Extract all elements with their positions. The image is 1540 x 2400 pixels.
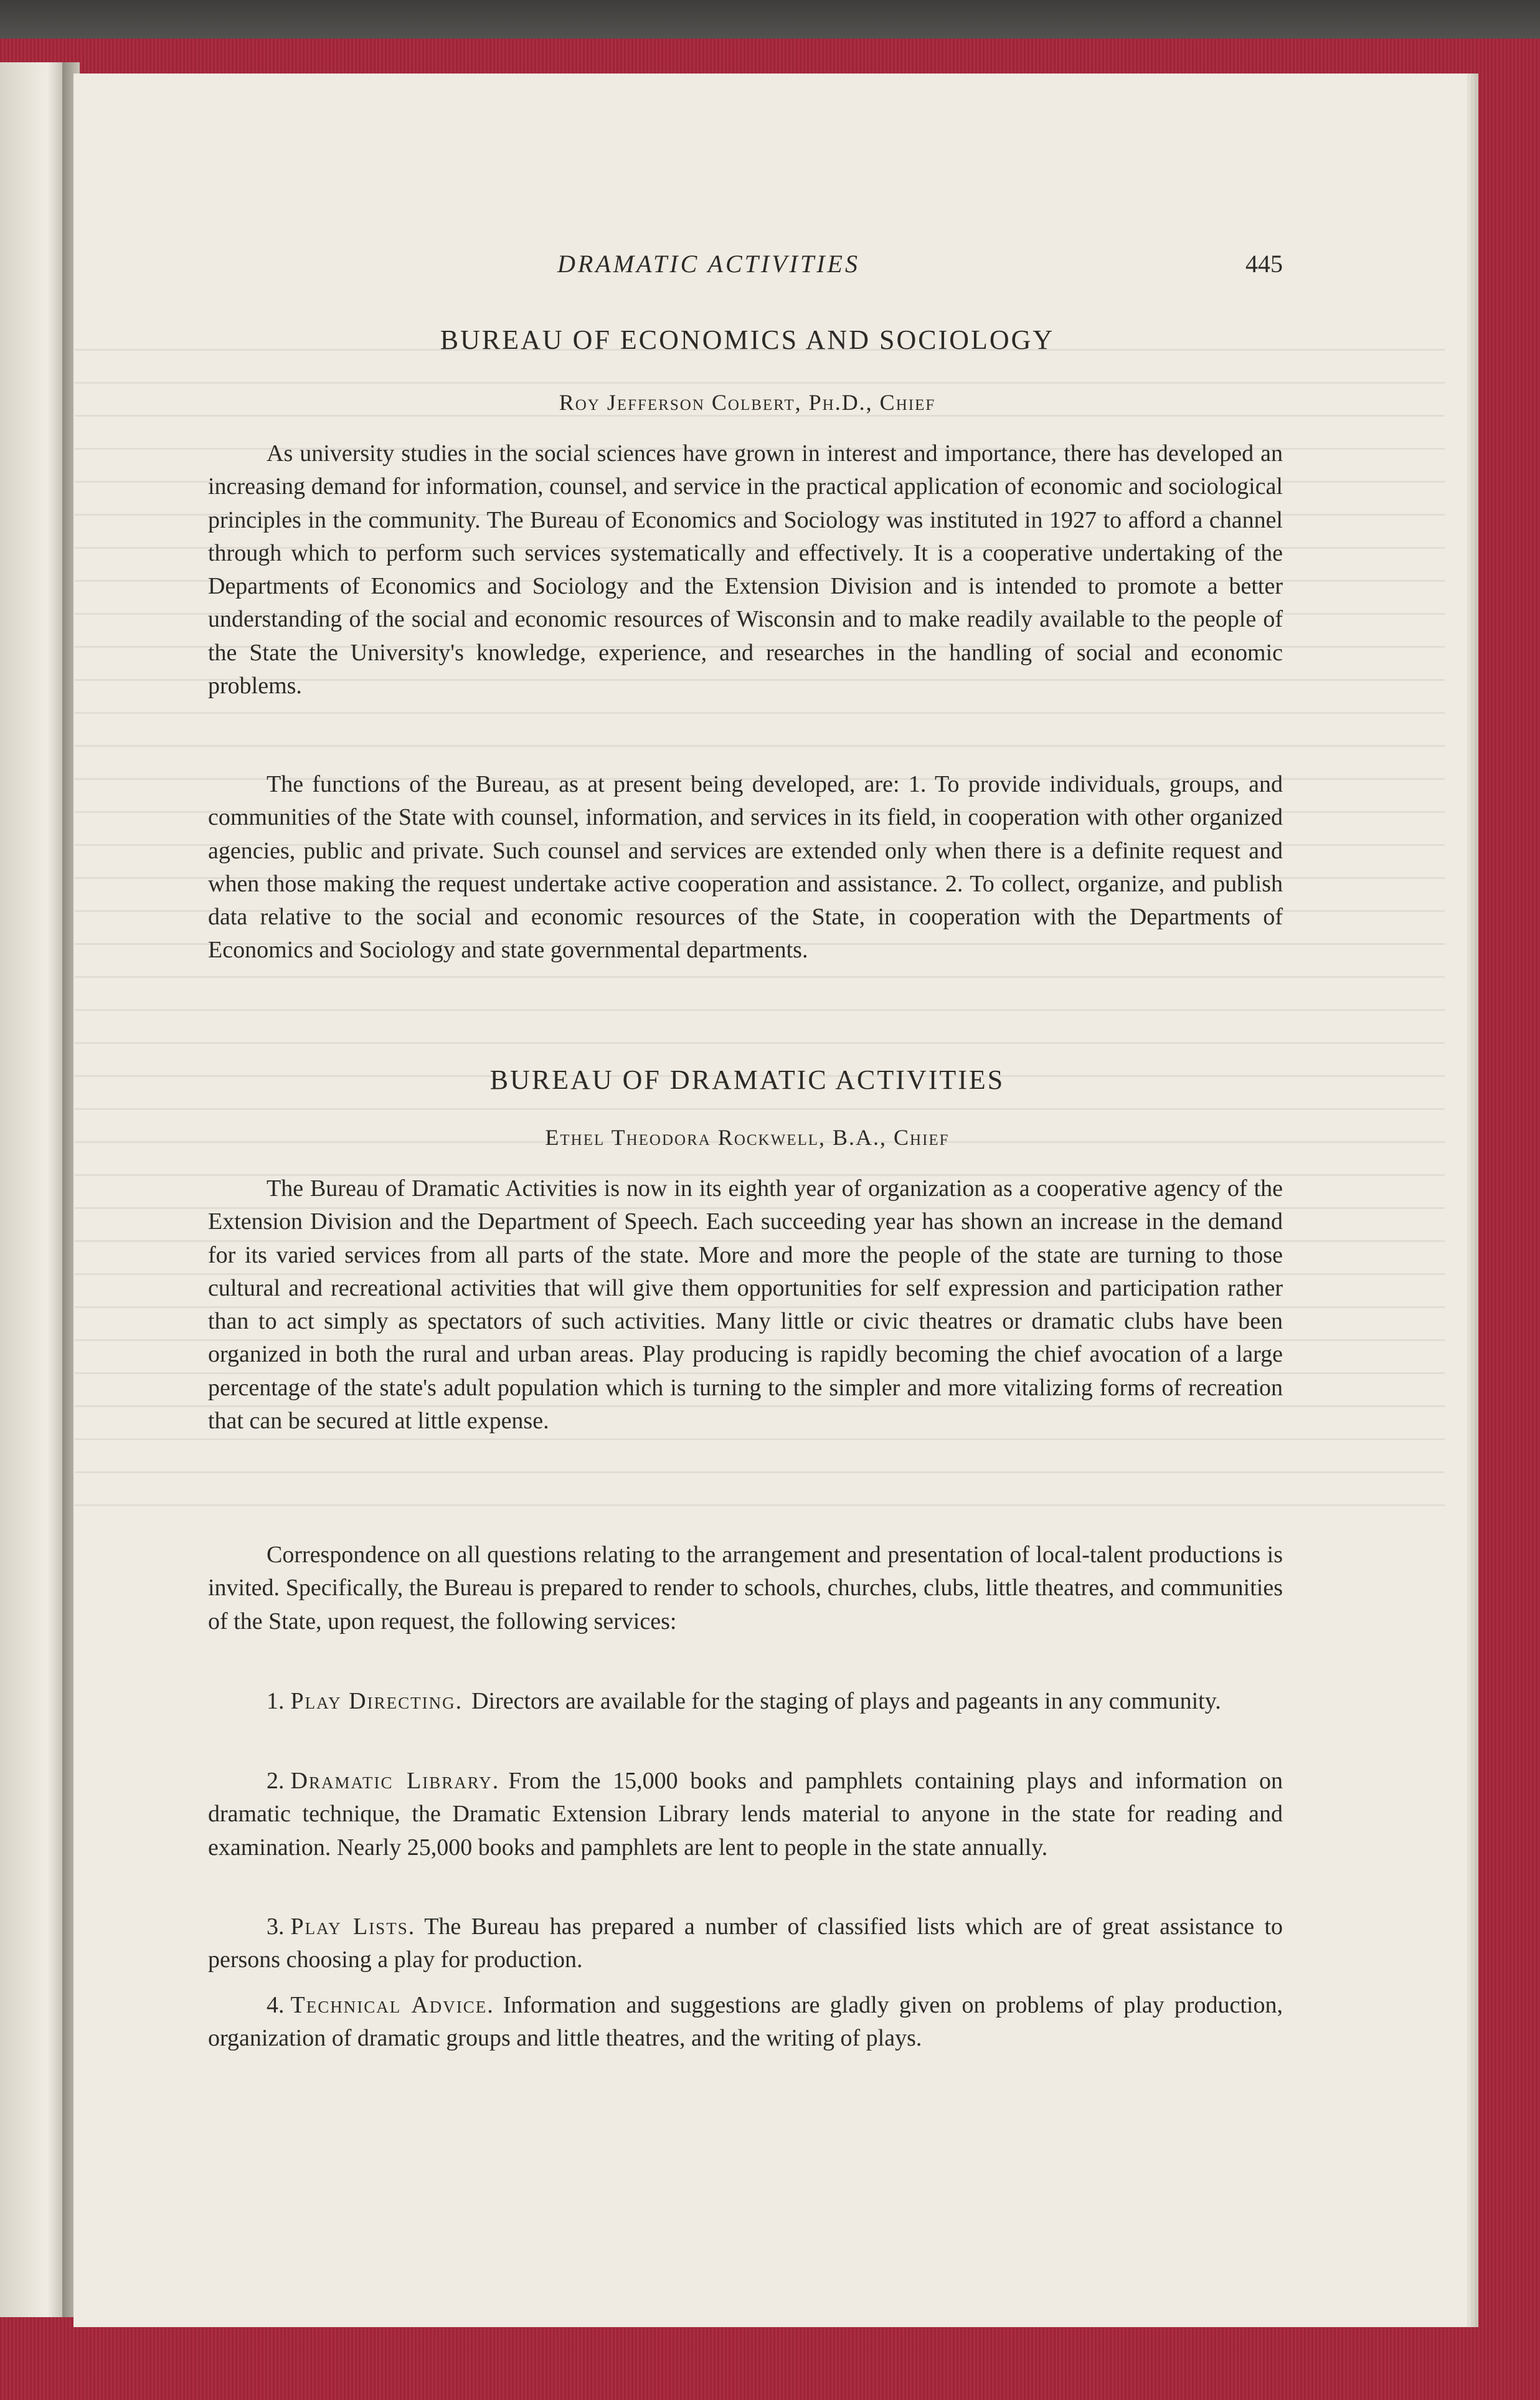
- list-item-number: 4.: [267, 1992, 285, 2018]
- running-head: DRAMATIC ACTIVITIES: [557, 250, 860, 278]
- list-item-number: 1.: [267, 1688, 285, 1714]
- list-item: [208, 1765, 1283, 1864]
- byline-rockwell: Ethel Theodora Rockwell, B.A., Chief: [545, 1125, 950, 1150]
- facing-page-edge: [0, 62, 67, 2317]
- list-item-text: From the 15,000 books and pamphlets containing plays and information on dramatic technique, the Dramatic Extension Library lends material to anyone in the state for reading and examination. Nearly 25,000 books and pamphlets are lent to people in the state annually.: [208, 1768, 1283, 1861]
- list-item-text: The Bureau has prepared a number of classified lists which are of great assistance to persons choosing a play for production.: [208, 1914, 1283, 1973]
- section-heading-economics: BUREAU OF ECONOMICS AND SOCIOLOGY: [440, 325, 1055, 355]
- list-item-text: Directors are available for the staging of plays and pageants in any community.: [471, 1688, 1221, 1714]
- paragraph-dramatic-services: Correspondence on all questions relating to the arrangement and presentation of local-talent productions is invited. Specifically, the Bureau is prepared to render to schools, churches, clubs, little theatres, and communities of the State, upon request, the following services:: [208, 1542, 1283, 1634]
- list-item-title: Play Lists.: [290, 1914, 416, 1940]
- paragraph-dramatic-intro: The Bureau of Dramatic Activities is now in its eighth year of organization as a cooperative agency of the Extension Division and the Department of Speech. Each succeeding year has shown an increase in the demand for its varied services from all parts of the state. More and more the people of the state are turning to those cultural and recreational activities that will give them opportunities for self expression and participation rather than to act simply as spectators of such activities. Many little or civic theatres or dramatic clubs have been organized in both the rural and urban areas. Play producing is rapidly becoming the chief avocation of a large percentage of the state's adult population which is turning to the simpler and more vitalizing forms of recreation that can be secured at little expense.: [208, 1175, 1283, 1435]
- paragraph-economics-intro: As university studies in the social sciences have grown in interest and importance, there has developed an increasing demand for information, counsel, and service in the practical application of economic and sociological principles in the community. The Bureau of Economics and Sociology was instituted in 1927 to afford a channel through which to perform such services systematically and effectively. It is a cooperative undertaking of the Departments of Economics and Sociology and the Extension Division and is intended to promote a better understanding of the social and economic resources of Wisconsin and to make readily available to the people of the State the University's knowledge, experience, and researches in the handling of social and economic problems.: [208, 440, 1283, 700]
- page-number: 445: [1245, 250, 1283, 278]
- byline-colbert: Roy Jefferson Colbert, Ph.D., Chief: [559, 390, 936, 415]
- list-item-number: 2.: [267, 1768, 285, 1794]
- section-heading-dramatic: BUREAU OF DRAMATIC ACTIVITIES: [489, 1065, 1005, 1095]
- list-item-number: 3.: [267, 1914, 285, 1940]
- paragraph-economics-functions: The functions of the Bureau, as at present being developed, are: 1. To provide individuals, groups, and communities of the State with counsel, information, and services in its field, in cooperation with other organized agencies, public and private. Such counsel and services are extended only when there is a definite request and when those making the request undertake active cooperation and assistance. 2. To collect, organize, and publish data relative to the social and economic resources of the State, in cooperation with the Departments of Economics and Sociology and state governmental departments.: [208, 771, 1283, 964]
- list-item: [208, 1989, 1283, 2056]
- list-item-title: Dramatic Library.: [290, 1768, 500, 1794]
- list-item-title: Technical Advice.: [290, 1992, 494, 2018]
- list-item: [208, 1910, 1283, 1977]
- list-item-text: Information and suggestions are gladly given on problems of play production, organization of dramatic groups and little theatres, and the writing of plays.: [208, 1992, 1283, 2052]
- list-item: [208, 1685, 1283, 1718]
- list-item-title: Play Directing.: [290, 1688, 463, 1714]
